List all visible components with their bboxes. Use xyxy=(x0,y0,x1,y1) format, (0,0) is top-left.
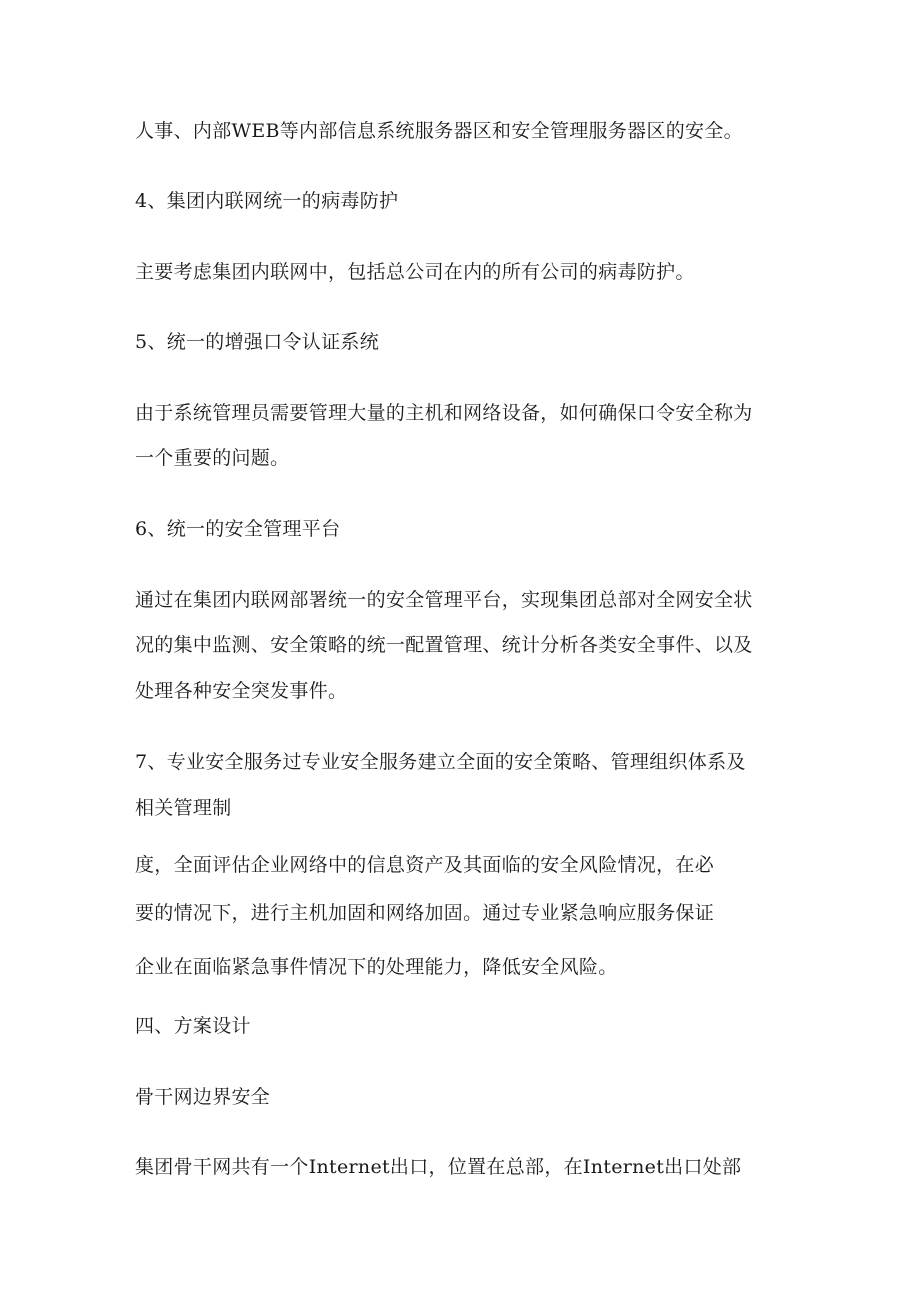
paragraph-line: 企业在面临紧急事件情况下的处理能力，降低安全风险。 xyxy=(135,956,618,978)
paragraph-line: 集团骨干网共有一个Internet出口，位置在总部，在Internet出口处部 xyxy=(135,1156,742,1178)
section-heading: 4、集团内联网统一的病毒防护 xyxy=(135,190,399,212)
paragraph-line: 处理各种安全突发事件。 xyxy=(135,680,348,702)
paragraph-line: 况的集中监测、安全策略的统一配置管理、统计分析各类安全事件、以及 xyxy=(135,634,753,656)
paragraph-line: 通过在集团内联网部署统一的安全管理平台，实现集团总部对全网安全状 xyxy=(135,589,753,611)
paragraph-line: 由于系统管理员需要管理大量的主机和网络设备，如何确保口令安全称为 xyxy=(135,402,753,424)
paragraph-line: 要的情况下，进行主机加固和网络加固。通过专业紧急响应服务保证 xyxy=(135,902,715,924)
section-heading: 7、专业安全服务过专业安全服务建立全面的安全策略、管理组织体系及 xyxy=(135,751,746,773)
section-heading: 6、统一的安全管理平台 xyxy=(135,518,341,540)
paragraph-line: 一个重要的问题。 xyxy=(135,447,290,469)
paragraph-line: 人事、内部WEB等内部信息系统服务器区和安全管理服务器区的安全。 xyxy=(135,120,743,142)
section-heading: 相关管理制 xyxy=(135,797,232,819)
paragraph-line: 度，全面评估企业网络中的信息资产及其面临的安全风险情况，在必 xyxy=(135,854,715,876)
subsection-heading: 骨干网边界安全 xyxy=(135,1086,271,1108)
paragraph-line: 主要考虑集团内联网中，包括总公司在内的所有公司的病毒防护。 xyxy=(135,261,695,283)
chapter-heading: 四、方案设计 xyxy=(135,1015,251,1037)
section-heading: 5、统一的增强口令认证系统 xyxy=(135,331,379,353)
